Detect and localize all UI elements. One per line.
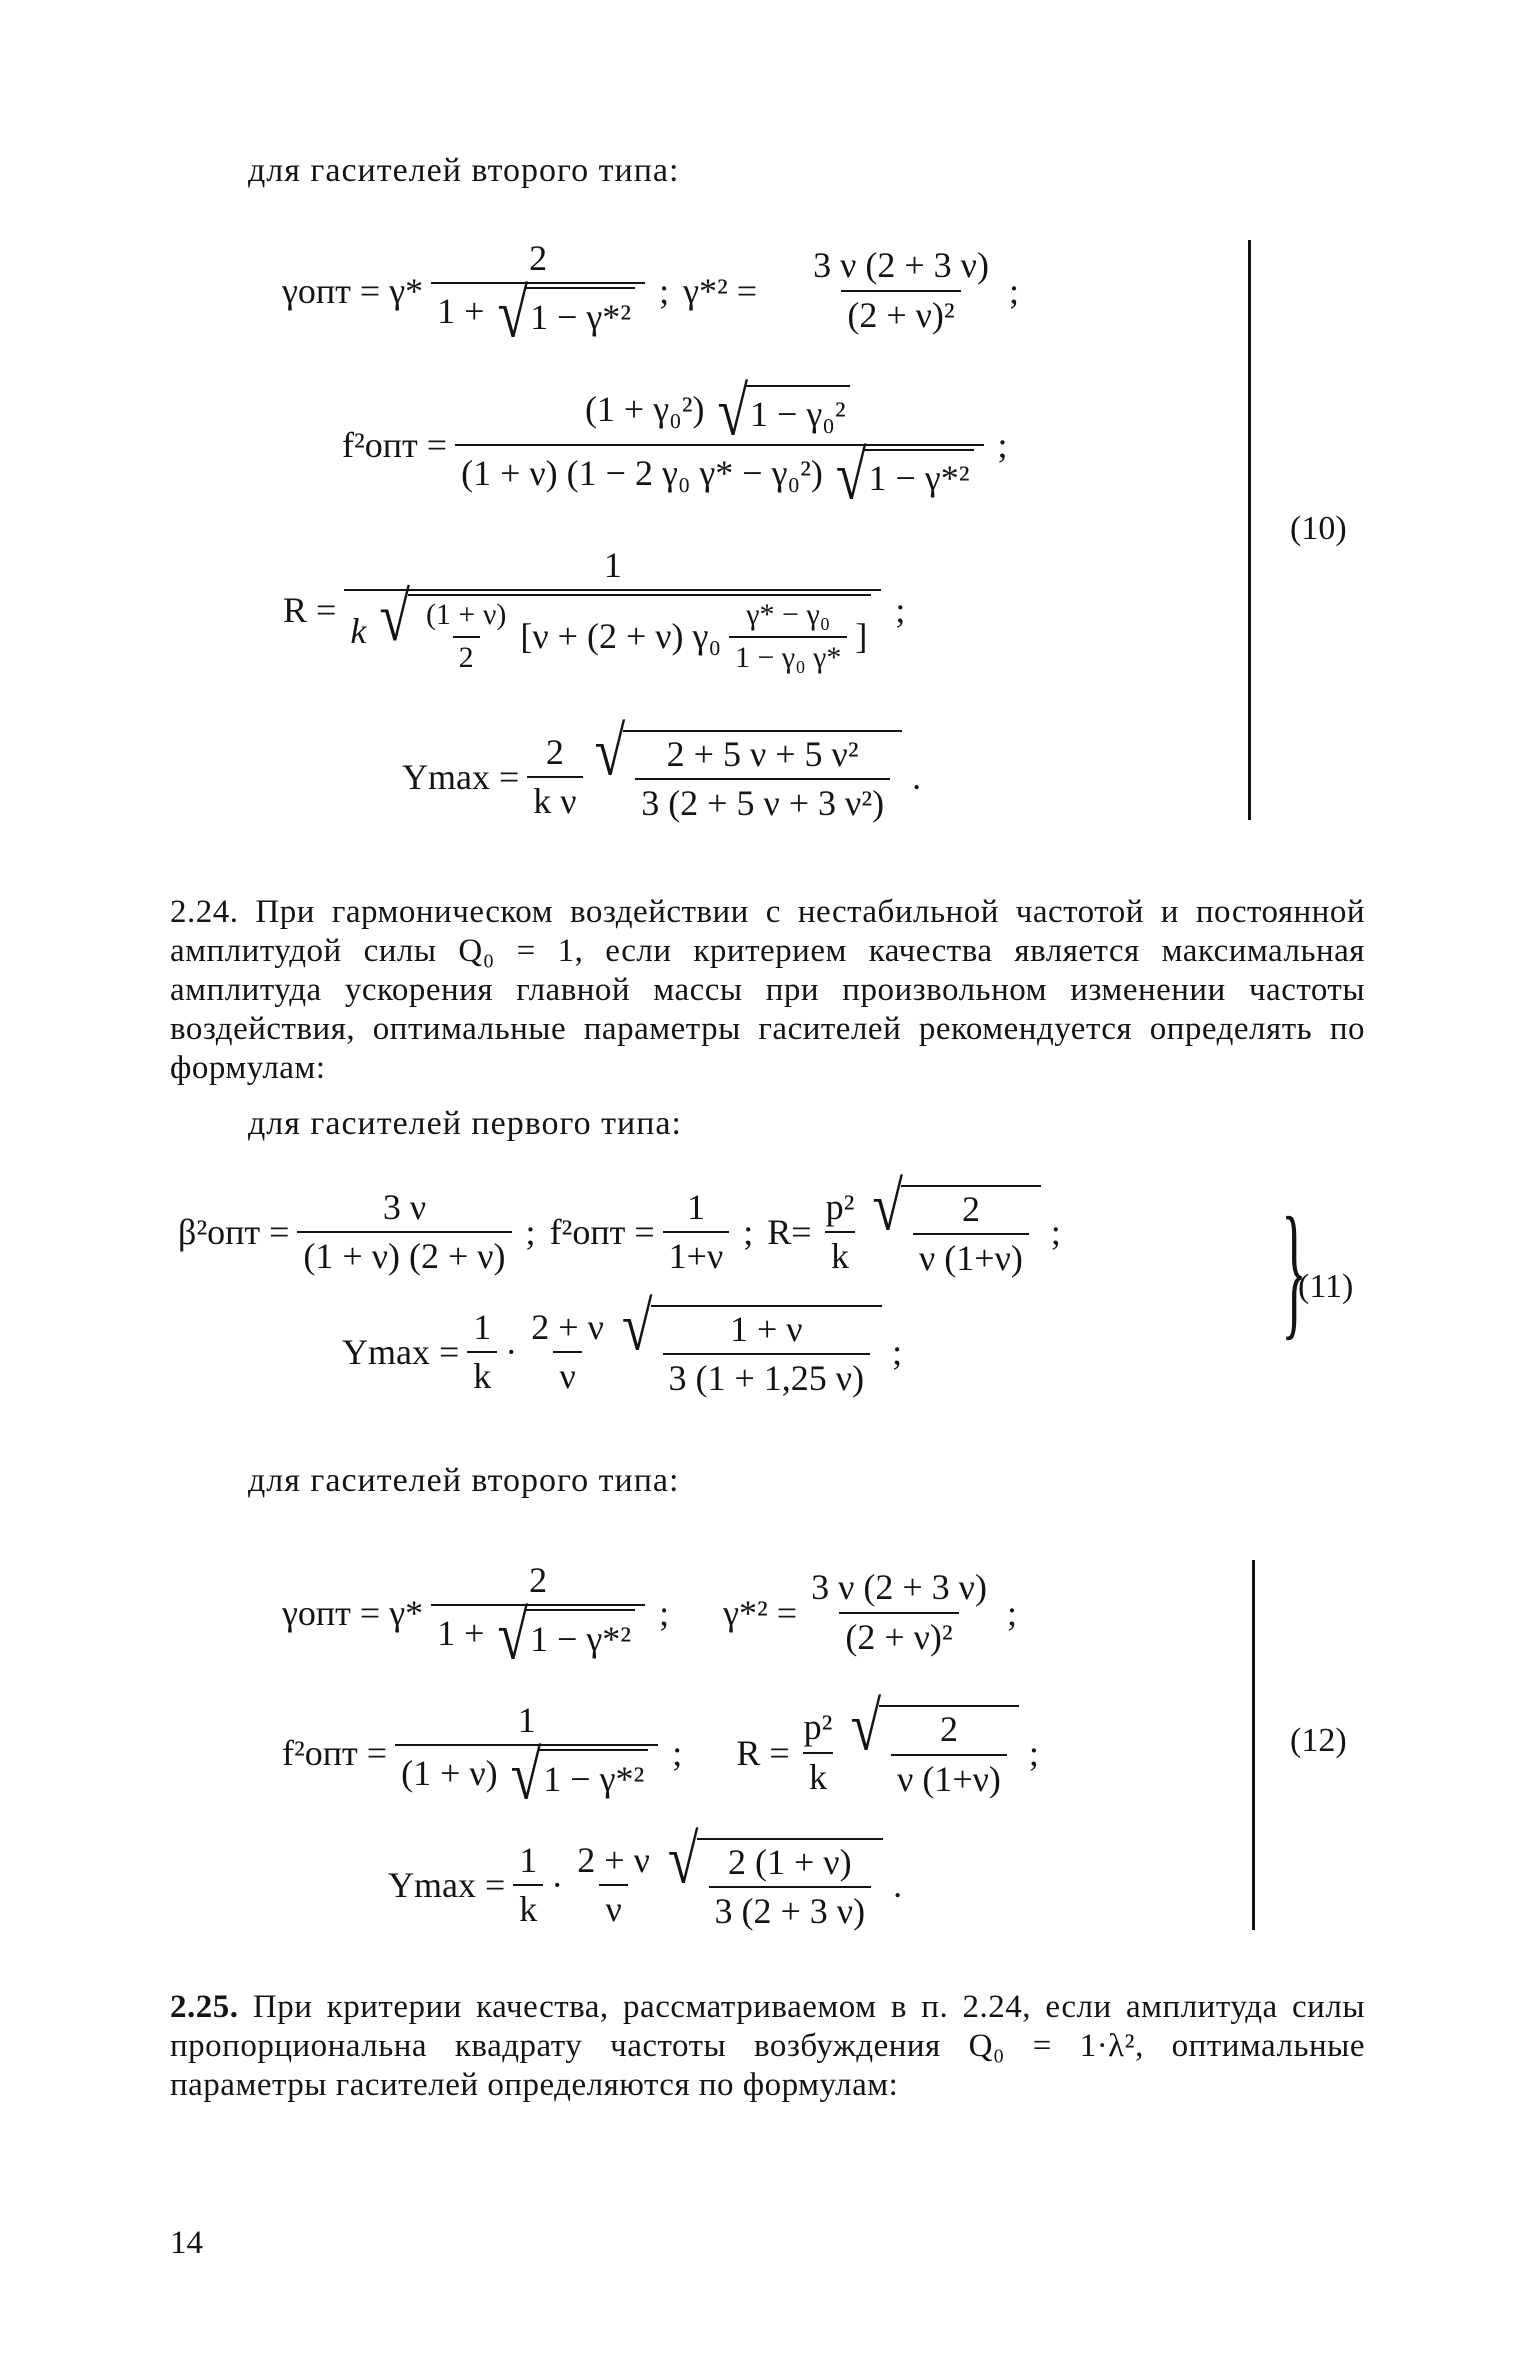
equation-number: (12) (1290, 1722, 1347, 1759)
sqrt: √ $\frac{2 (1 + \nu)}{3 (2 + 3 \nu)}$ (668, 1838, 883, 1933)
equation-gamma-opt: γопт = γ* 2 1 + √ 1 − γ*² ; γ*² = $\frac{3 \nu (2 + 3 \nu)}{\text{(2 + ν)²}}$ ; (282, 238, 1019, 353)
eq-lhs: β²опт = (178, 1212, 290, 1253)
fraction: $\frac{(1 + \nu)}{2}$ (425, 598, 507, 674)
sqrt: √ $\frac{(1 + \nu)}{2}$ [ ν + (2 + ν) γ₀ $\frac{\text{γ* − γ₀}}{\text{1 − γ₀ γ*}}$ ] (379, 594, 871, 675)
paragraph: 2.24. При гармоническом воздействии с нестабильной частотой и постоянной амплитудой силы Q₀ = 1, если критерием качества является максимальная амплитуда ускорения главной массы при произвольном изменении частоты воздействия, оптимальные параметры гасителей рекомендуется определять по формулам: (170, 894, 1366, 1086)
sqrt: √ 1 − γ*² (511, 1749, 649, 1805)
eq-lhs: R = (736, 1732, 790, 1773)
sqrt: √ $\frac{1 + \nu}{3 (1 + 1,25 \nu)}$ (622, 1305, 882, 1400)
eq-lhs: Ymax = (342, 1332, 460, 1373)
eq-lhs: γопт = γ* (282, 1592, 424, 1633)
eq-lhs: f²опт = (282, 1732, 388, 1773)
equation-ymax: Ymax = $\frac{1}{k}$ · $\frac{2 + \nu}{\nu}$ √ $\frac{1 + \nu}{3 (1 + 1,25 \nu)}$ ; (342, 1288, 903, 1399)
fraction: $\frac{1 + \nu}{3 (1 + 1,25 \nu)}$ (663, 1309, 871, 1400)
fraction: $\frac{3 \nu (2 + 3 \nu)}{\text{(2 + ν)²}}$ (813, 245, 989, 335)
fraction: $\frac{\text{γ* − γ₀}}{\text{1 − γ₀ γ*}}$ (729, 598, 847, 675)
equation-gamma-opt: γопт = γ* 2 1 + √ 1 − γ*² ; γ*² = $\frac{3 \nu (2 + 3 \nu)}{\text{(2 + ν)²}}$ ; (282, 1560, 1017, 1675)
eq-lhs: R= (767, 1212, 812, 1253)
fraction: (1 + γ₀²) √ 1 − γ₀² (1 + ν) (1 − 2 γ₀ γ* − γ₀²) √ 1 − γ*² (455, 385, 983, 505)
eq-lhs: γ*² = (683, 270, 758, 311)
sqrt: √ $\frac{2}{\nu (1+\nu)}$ (872, 1185, 1040, 1280)
equation-beta-opt: β²опт = $\frac{3 \nu}{(1 + \nu) (2 + \nu)}$ ; f²опт = $\frac{1}{1+\nu}$ ; R= $\frac{\text{p²}}{k}$ √ $\frac{2}{\nu (1+\nu)}$ ; (178, 1168, 1061, 1279)
equation-group-bar (1252, 1560, 1255, 1930)
fraction: 2 1 + √ 1 − γ*² (431, 238, 645, 343)
equation-ymax: Ymax = $\frac{1}{k}$ · $\frac{2 + \nu}{\nu}$ √ $\frac{2 (1 + \nu)}{3 (2 + 3 \nu)}$ . (388, 1821, 903, 1932)
fraction: $\frac{\text{p²}}{k}$ (825, 1187, 855, 1277)
brace: } (1281, 1187, 1307, 1353)
section-intro: для гасителей первого типа: (248, 1105, 682, 1142)
fraction: $\frac{1}{1+\nu}$ (663, 1187, 730, 1278)
fraction: $\frac{2 (1 + \nu)}{3 (2 + 3 \nu)}$ (709, 1842, 872, 1933)
sqrt: √ 1 − γ*² (497, 287, 635, 343)
section-intro: для гасителей второго типа: (248, 152, 680, 189)
sqrt: √ 1 − γ₀² (717, 385, 849, 441)
sqrt: √ 1 − γ*² (497, 1609, 635, 1665)
sqrt: √ $\frac{2}{\nu (1+\nu)}$ (850, 1705, 1018, 1800)
eq-lhs: Ymax = (402, 757, 520, 798)
fraction: 1 k √ $\frac{(1 + \nu)}{2}$ [ ν + (2 + ν) γ₀ $\frac{\text{γ* − γ₀}}{\text{1 − γ₀ γ*}}$ ] (344, 545, 881, 675)
equation-f-opt: f²опт = 1 (1 + ν) √ 1 − γ*² ; R = $\frac{\text{p²}}{k}$ √ $\frac{2}{\nu (1+\nu)}$ ; (282, 1688, 1039, 1815)
fraction: $\frac{\text{2 + 5 ν + 5 ν²}}{\text{3 (2 + 5 ν + 3 ν²)}}$ (635, 734, 890, 825)
equation-ymax: Ymax = $\frac{2}{\text{k ν}}$ √ $\frac{\text{2 + 5 ν + 5 ν²}}{\text{3 (2 + 5 ν + 3 ν²)}}$ . (402, 713, 922, 824)
fraction: 2 1 + √ 1 − γ*² (431, 1560, 645, 1665)
equation-number: (11) (1298, 1268, 1354, 1305)
fraction: $\frac{1}{k}$ (513, 1840, 543, 1931)
fraction: $\frac{2 + \nu}{\nu}$ (531, 1307, 604, 1397)
fraction: $\frac{2}{\nu (1+\nu)}$ (913, 1189, 1029, 1280)
sqrt: √ $\frac{\text{2 + 5 ν + 5 ν²}}{\text{3 (2 + 5 ν + 3 ν²)}}$ (595, 730, 903, 825)
page-number: 14 (170, 2225, 203, 2261)
fraction: $\frac{1}{k}$ (467, 1307, 497, 1398)
fraction: $\frac{\text{p²}}{k}$ (803, 1707, 833, 1797)
section-intro: для гасителей второго типа: (248, 1462, 680, 1499)
eq-lhs: f²опт = (342, 424, 448, 465)
fraction: $\frac{3 \nu (2 + 3 \nu)}{\text{(2 + ν)²}}$ (811, 1567, 987, 1657)
equation-number: (10) (1290, 510, 1347, 547)
equation-group-bar (1248, 240, 1251, 820)
fraction: $\frac{2}{\nu (1+\nu)}$ (891, 1709, 1007, 1800)
eq-lhs: f²опт = (549, 1212, 655, 1253)
equation-f-opt: f²опт = (1 + γ₀²) √ 1 − γ₀² (1 + ν) (1 − 2 γ₀ γ* − γ₀²) √ 1 − γ*² ; (342, 373, 1008, 515)
fraction: $\frac{2 + \nu}{\nu}$ (577, 1840, 650, 1930)
fraction: 1 (1 + ν) √ 1 − γ*² (395, 1700, 658, 1805)
eq-lhs: γопт = γ* (282, 270, 424, 311)
paragraph: 2.25. При критерии качества, рассматриваемом в п. 2.24, если амплитуда силы пропорциональна квадрату частоты возбуждения Q₀ = 1·λ², оптимальные параметры гасителей определяются по формулам: (170, 1989, 1365, 2103)
eq-lhs: γ*² = (723, 1592, 798, 1633)
fraction: $\frac{3 \nu}{(1 + \nu) (2 + \nu)}$ (297, 1187, 511, 1278)
equation-r: R = 1 k √ $\frac{(1 + \nu)}{2}$ [ ν + (2 + ν) γ₀ $\frac{\text{γ* − γ₀}}{\text{1 − γ₀ γ*}}$ ] ; (283, 545, 906, 674)
eq-lhs: R = (283, 590, 337, 631)
sqrt: √ 1 − γ*² (836, 449, 974, 505)
eq-lhs: Ymax = (388, 1865, 506, 1906)
fraction: $\frac{2}{\text{k ν}}$ (527, 732, 582, 823)
